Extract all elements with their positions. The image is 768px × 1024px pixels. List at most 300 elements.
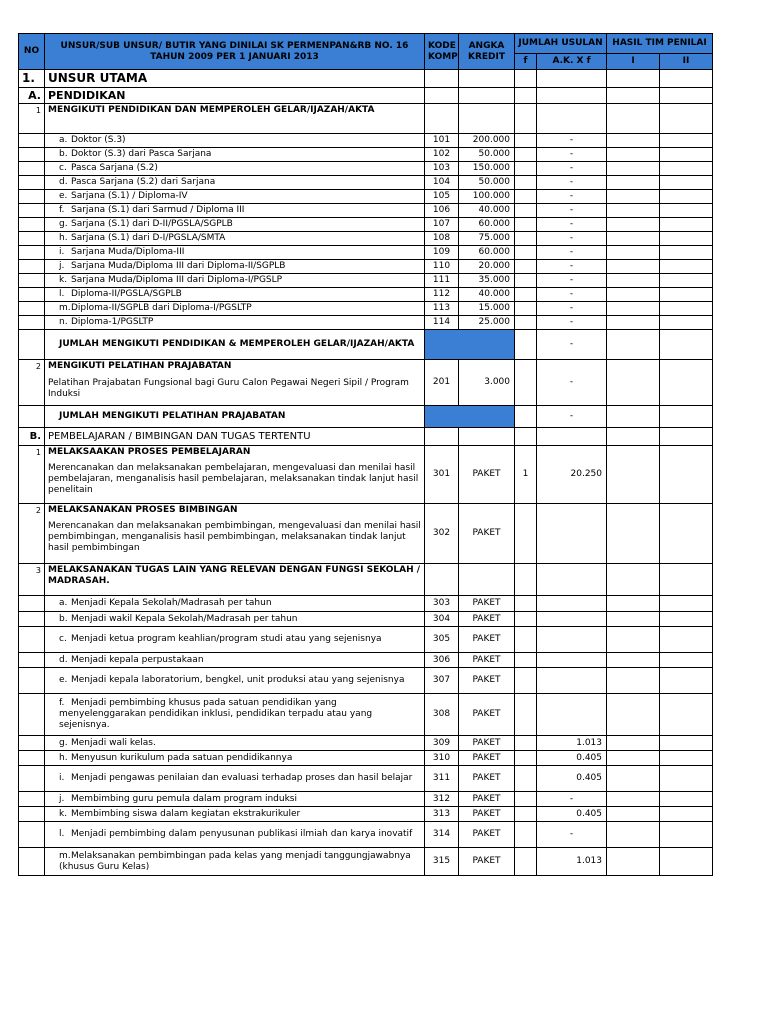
f-cell (515, 736, 537, 751)
f-cell (515, 218, 537, 232)
akxf-cell: - (537, 204, 607, 218)
f-cell (515, 274, 537, 288)
table-row (19, 694, 713, 736)
hasil-ii-cell (660, 232, 713, 246)
hasil-ii-cell (660, 792, 713, 807)
kode-cell: 110 (425, 260, 459, 274)
angka-kredit-cell: 75.000 (459, 232, 515, 246)
table-row (19, 807, 713, 822)
hasil-i-cell (607, 190, 660, 204)
row-indent (19, 792, 45, 807)
hasil-i-cell (607, 822, 660, 848)
table-row (19, 148, 713, 162)
hasil-i-cell (607, 148, 660, 162)
angka-kredit-cell: PAKET (459, 736, 515, 751)
row-indent (19, 134, 45, 148)
row-indent (19, 176, 45, 190)
header-ii: II (660, 54, 713, 70)
kode-cell: 112 (425, 288, 459, 302)
table-row (19, 653, 713, 668)
item-text: Sarjana (S.1) dari D-II/PGSLA/SGPLB (71, 219, 233, 229)
hasil-i-cell (607, 218, 660, 232)
f-cell (515, 176, 537, 190)
item-text: Menjadi wakil Kepala Sekolah/Madrasah per tahun (71, 613, 298, 624)
row-indent (19, 246, 45, 260)
akxf-cell: 0.405 (537, 751, 607, 766)
hasil-ii-cell (660, 316, 713, 330)
akxf-cell: 0.405 (537, 807, 607, 822)
subsection-label: MENGIKUTI PELATIHAN PRAJABATAN (48, 361, 232, 371)
item-text: Menjadi kepala laboratorium, bengkel, unit produksi atau yang sejenisnya (71, 675, 405, 685)
hasil-i-cell (607, 246, 660, 260)
akxf-cell: - (537, 134, 607, 148)
table-row (19, 246, 713, 260)
table-row (19, 302, 713, 316)
table-row (19, 822, 713, 848)
item-letter: b. (59, 149, 68, 159)
row-indent (19, 694, 45, 736)
hasil-ii-cell (660, 162, 713, 176)
item-text-cell (45, 148, 425, 162)
row-indent (19, 653, 45, 668)
f-cell: 1 (515, 446, 537, 504)
akxf-cell: - (537, 218, 607, 232)
item-text: Menjadi pembimbing dalam penyusunan publikasi ilmiah dan karya inovatif (71, 829, 413, 839)
subsection-label: MELAKSAAKAN PROSES PEMBELAJARAN (48, 447, 251, 457)
kode-cell: 310 (425, 751, 459, 766)
subsection-b1-row (19, 446, 713, 504)
hasil-i-cell (607, 766, 660, 792)
table-row (19, 612, 713, 627)
row-indent (19, 218, 45, 232)
item-text: Pasca Sarjana (S.2) (71, 163, 158, 173)
subsection-b3-row (19, 564, 713, 596)
akxf-cell: - (537, 260, 607, 274)
f-cell (515, 148, 537, 162)
hasil-i-cell (607, 612, 660, 627)
item-text: Membimbing siswa dalam kegiatan ekstrakurikuler (71, 808, 301, 819)
item-letter: l. (59, 829, 65, 839)
akxf-cell: - (537, 246, 607, 260)
item-text: Menjadi ketua program keahlian/program studi atau yang sejenisnya (71, 634, 382, 644)
item-text: Menjadi pembimbing khusus pada satuan pendidikan yang menyelenggarakan pendidikan inklusi, pendidikan terpadu atau yang sejenisnya. (59, 698, 373, 730)
item-letter: e. (59, 191, 68, 201)
hasil-ii-cell (660, 751, 713, 766)
f-cell (515, 596, 537, 612)
section-a-number: A. (19, 88, 45, 104)
f-cell (515, 694, 537, 736)
section-unsur-utama-row (19, 70, 713, 88)
table-row (19, 204, 713, 218)
f-cell (515, 751, 537, 766)
f-cell (515, 766, 537, 792)
angka-kredit-cell: 25.000 (459, 316, 515, 330)
kode-cell: 305 (425, 627, 459, 653)
header-f: f (515, 54, 537, 70)
hasil-ii-cell (660, 218, 713, 232)
b3-items (19, 596, 713, 876)
subsection-a2-row (19, 360, 713, 406)
item-text-cell (45, 596, 425, 612)
item-text-cell (45, 653, 425, 668)
angka-kredit-cell: 200.000 (459, 134, 515, 148)
header-kode: KODE KOMP (425, 34, 459, 70)
table-row (19, 260, 713, 274)
subsection-description: Pelatihan Prajabatan Fungsional bagi Guru Calon Pegawai Negeri Sipil / Program Induksi (48, 378, 409, 399)
hasil-i-cell (607, 134, 660, 148)
kode-cell: 309 (425, 736, 459, 751)
item-text: Sarjana (S.1) / Diploma-IV (71, 191, 188, 201)
item-text-cell (45, 751, 425, 766)
hasil-ii-cell (660, 653, 713, 668)
item-letter: d. (59, 654, 68, 665)
item-letter: l. (59, 289, 65, 299)
hasil-i-cell (607, 807, 660, 822)
akxf-cell: - (537, 302, 607, 316)
hasil-ii-cell (660, 736, 713, 751)
kode-cell: 104 (425, 176, 459, 190)
section-number: 1. (19, 70, 45, 88)
header-i: I (607, 54, 660, 70)
kode-cell: 308 (425, 694, 459, 736)
hasil-ii-cell (660, 694, 713, 736)
angka-kredit-cell: PAKET (459, 627, 515, 653)
akxf-cell (537, 612, 607, 627)
row-indent (19, 316, 45, 330)
row-indent (19, 848, 45, 876)
hasil-ii-cell (660, 302, 713, 316)
hasil-ii-cell (660, 260, 713, 274)
hasil-i-cell (607, 736, 660, 751)
subsection-description: Merencanakan dan melaksanakan pembelajaran, mengevaluasi dan menilai hasil pembelajaran, menganalisis hasil pembelajaran, melaksanakan tindak lanjut hasil penelitain (48, 463, 419, 495)
item-letter: m. (59, 303, 71, 313)
section-pendidikan-row (19, 88, 713, 104)
kode-cell: 102 (425, 148, 459, 162)
item-text-cell (45, 162, 425, 176)
item-letter: h. (59, 752, 68, 763)
item-letter: b. (59, 613, 68, 624)
kode-cell: 307 (425, 668, 459, 694)
header-jumlah-usulan: JUMLAH USULAN (515, 34, 607, 54)
angka-kredit-cell: 50.000 (459, 148, 515, 162)
item-text: Diploma-1/PGSLTP (71, 317, 154, 327)
angka-kredit-cell: 3.000 (459, 360, 515, 406)
f-cell (515, 668, 537, 694)
table-row (19, 668, 713, 694)
item-letter: g. (59, 737, 68, 748)
akxf-cell (537, 653, 607, 668)
f-cell (515, 822, 537, 848)
angka-kredit-cell: PAKET (459, 822, 515, 848)
item-letter: a. (59, 598, 68, 608)
f-cell (515, 246, 537, 260)
hasil-ii-cell (660, 246, 713, 260)
header-no: NO (19, 34, 45, 70)
f-cell (515, 260, 537, 274)
angka-kredit-cell: PAKET (459, 668, 515, 694)
header-akxf: A.K. X f (537, 54, 607, 70)
kode-cell: 111 (425, 274, 459, 288)
kode-cell: 105 (425, 190, 459, 204)
kode-cell: 301 (425, 446, 459, 504)
row-indent (19, 204, 45, 218)
hasil-i-cell (607, 751, 660, 766)
hasil-ii-cell (660, 668, 713, 694)
row-indent (19, 288, 45, 302)
hasil-i-cell (607, 176, 660, 190)
hasil-i-cell (607, 627, 660, 653)
row-indent (19, 736, 45, 751)
table-row (19, 134, 713, 148)
item-text-cell (45, 134, 425, 148)
f-cell (515, 302, 537, 316)
akxf-cell: 0.405 (537, 766, 607, 792)
akxf-cell: 20.250 (537, 446, 607, 504)
hasil-ii-cell (660, 288, 713, 302)
akxf-cell: - (537, 822, 607, 848)
f-cell (515, 612, 537, 627)
item-text-cell (45, 736, 425, 751)
row-indent (19, 190, 45, 204)
angka-kredit-cell: PAKET (459, 848, 515, 876)
kode-cell: 312 (425, 792, 459, 807)
a1-items (19, 134, 713, 330)
hasil-ii-cell (660, 274, 713, 288)
akxf-cell: - (537, 148, 607, 162)
angka-kredit-cell: 100.000 (459, 190, 515, 204)
item-letter: n. (59, 317, 68, 327)
subsection-number: 3 (19, 564, 45, 596)
a1-total-row (19, 330, 713, 360)
subsection-a1-row (19, 104, 713, 134)
angka-kredit-cell: 35.000 (459, 274, 515, 288)
row-indent (19, 302, 45, 316)
row-indent (19, 627, 45, 653)
akxf-cell (537, 668, 607, 694)
hasil-i-cell (607, 288, 660, 302)
section-b-label: PEMBELAJARAN / BIMBINGAN DAN TUGAS TERTENTU (45, 428, 425, 446)
hasil-i-cell (607, 668, 660, 694)
hasil-ii-cell (660, 204, 713, 218)
angka-kredit-cell: 50.000 (459, 176, 515, 190)
akxf-cell (537, 694, 607, 736)
row-indent (19, 274, 45, 288)
item-text: Menjadi Kepala Sekolah/Madrasah per tahun (71, 598, 272, 608)
kode-cell: 106 (425, 204, 459, 218)
angka-kredit-cell: PAKET (459, 653, 515, 668)
item-text: Doktor (S.3) dari Pasca Sarjana (71, 149, 212, 159)
header-hasil-tim: HASIL TIM PENILAI (607, 34, 713, 54)
akxf-cell: - (537, 316, 607, 330)
angka-kredit-cell: PAKET (459, 807, 515, 822)
section-b-row (19, 428, 713, 446)
item-text-cell (45, 694, 425, 736)
table-row (19, 288, 713, 302)
f-cell (515, 848, 537, 876)
table-row (19, 751, 713, 766)
angka-kredit-cell: PAKET (459, 694, 515, 736)
item-letter: h. (59, 233, 68, 243)
item-text: Pasca Sarjana (S.2) dari Sarjana (71, 177, 216, 187)
item-text-cell (45, 246, 425, 260)
hasil-ii-cell (660, 848, 713, 876)
item-letter: i. (59, 773, 65, 783)
item-text: Sarjana (S.1) dari D-I/PGSLA/SMTA (71, 233, 226, 243)
row-indent (19, 612, 45, 627)
akxf-cell (537, 596, 607, 612)
subsection-number: 1 (19, 446, 45, 504)
total-label: JUMLAH MENGIKUTI PENDIDIKAN & MEMPEROLEH GELAR/IJAZAH/AKTA (45, 330, 425, 360)
item-text-cell (45, 766, 425, 792)
table-header (19, 34, 713, 70)
item-text-cell (45, 218, 425, 232)
item-text-cell (45, 807, 425, 822)
f-cell (515, 134, 537, 148)
akxf-cell: - (537, 360, 607, 406)
subsection-number: 1 (19, 104, 45, 134)
f-cell (515, 792, 537, 807)
table-row (19, 162, 713, 176)
item-text-cell (45, 190, 425, 204)
akxf-cell: - (537, 176, 607, 190)
f-cell (515, 190, 537, 204)
item-text-cell (45, 232, 425, 246)
item-letter: c. (59, 163, 67, 173)
hasil-ii-cell (660, 148, 713, 162)
item-text: Sarjana Muda/Diploma-III (71, 247, 185, 257)
hasil-i-cell (607, 694, 660, 736)
item-text-cell (45, 848, 425, 876)
total-label: JUMLAH MENGIKUTI PELATIHAN PRAJABATAN (45, 406, 425, 428)
item-text: Menjadi wali kelas. (71, 737, 156, 748)
a2-total-row (19, 406, 713, 428)
kode-cell: 107 (425, 218, 459, 232)
angka-kredit-cell: PAKET (459, 612, 515, 627)
item-text-cell (45, 204, 425, 218)
item-letter: f. (59, 205, 65, 215)
kode-cell: 108 (425, 232, 459, 246)
kode-cell: 313 (425, 807, 459, 822)
kode-cell: 101 (425, 134, 459, 148)
subsection-b2-row (19, 504, 713, 564)
item-letter: g. (59, 219, 68, 229)
row-indent (19, 162, 45, 176)
table-row (19, 596, 713, 612)
angka-kredit-cell: PAKET (459, 504, 515, 564)
item-text: Doktor (S.3) (71, 135, 126, 145)
angka-kredit-cell: 60.000 (459, 218, 515, 232)
f-cell (515, 807, 537, 822)
row-indent (19, 260, 45, 274)
hasil-ii-cell (660, 627, 713, 653)
total-value: - (537, 406, 607, 428)
item-letter: d. (59, 177, 68, 187)
angka-kredit-cell: PAKET (459, 446, 515, 504)
hasil-i-cell (607, 653, 660, 668)
hasil-ii-cell (660, 134, 713, 148)
hasil-i-cell (607, 274, 660, 288)
item-text-cell (45, 260, 425, 274)
akxf-cell: - (537, 792, 607, 807)
hasil-i-cell (607, 596, 660, 612)
subsection-description: Merencanakan dan melaksanakan pembimbingan, mengevaluasi dan menilai hasil pembimbingan, menganalisis hasil pembimbingan, melaksanakan tindak lanjut hasil pembimbingan (48, 521, 421, 553)
item-letter: j. (59, 261, 65, 271)
row-indent (19, 822, 45, 848)
table-row (19, 736, 713, 751)
hasil-i-cell (607, 848, 660, 876)
item-text-cell (45, 274, 425, 288)
item-text-cell (45, 822, 425, 848)
akxf-cell: - (537, 274, 607, 288)
table-row (19, 218, 713, 232)
item-text: Menjadi pengawas penilaian dan evaluasi terhadap proses dan hasil belajar (71, 773, 413, 783)
kode-cell: 315 (425, 848, 459, 876)
total-value: - (537, 330, 607, 360)
angka-kredit-cell: PAKET (459, 792, 515, 807)
angka-kredit-cell: 40.000 (459, 204, 515, 218)
item-letter: k. (59, 808, 68, 819)
kode-cell: 113 (425, 302, 459, 316)
section-a-label: PENDIDIKAN (45, 88, 425, 104)
angka-kredit-cell: 15.000 (459, 302, 515, 316)
table-row (19, 792, 713, 807)
hasil-i-cell (607, 232, 660, 246)
akxf-cell: - (537, 288, 607, 302)
item-text-cell (45, 627, 425, 653)
akxf-cell: - (537, 232, 607, 246)
hasil-i-cell (607, 792, 660, 807)
item-letter: m. (59, 850, 71, 861)
akxf-cell: 1.013 (537, 848, 607, 876)
angka-kredit-cell: PAKET (459, 766, 515, 792)
item-text: Sarjana Muda/Diploma III dari Diploma-I/PGSLP (71, 275, 283, 285)
hasil-ii-cell (660, 176, 713, 190)
hasil-ii-cell (660, 190, 713, 204)
hasil-i-cell (607, 302, 660, 316)
a1-total-block (19, 330, 713, 596)
table-row (19, 232, 713, 246)
row-indent (19, 596, 45, 612)
hasil-i-cell (607, 162, 660, 176)
kode-cell: 302 (425, 504, 459, 564)
hasil-ii-cell (660, 612, 713, 627)
akxf-cell: - (537, 190, 607, 204)
header-angka-kredit: ANGKA KREDIT (459, 34, 515, 70)
hasil-i-cell (607, 204, 660, 218)
item-text-cell (45, 316, 425, 330)
item-text: Menjadi kepala perpustakaan (71, 654, 204, 665)
item-letter: k. (59, 275, 68, 285)
item-letter: j. (59, 793, 65, 804)
angka-kredit-cell: 60.000 (459, 246, 515, 260)
kode-cell: 109 (425, 246, 459, 260)
item-text-cell (45, 288, 425, 302)
item-letter: c. (59, 634, 67, 644)
section-b-number: B. (19, 428, 45, 446)
item-text: Sarjana Muda/Diploma III dari Diploma-II/SGPLB (71, 261, 286, 271)
table-row (19, 766, 713, 792)
row-indent (19, 807, 45, 822)
subsection-label: MELAKSANAKAN TUGAS LAIN YANG RELEVAN DENGAN FUNGSI SEKOLAH / MADRASAH. (45, 564, 425, 596)
kode-cell: 303 (425, 596, 459, 612)
item-text-cell (45, 302, 425, 316)
item-text: Sarjana (S.1) dari Sarmud / Diploma III (71, 205, 245, 215)
table-row (19, 176, 713, 190)
subsection-number: 2 (19, 504, 45, 564)
akxf-cell: - (537, 162, 607, 176)
f-cell (515, 316, 537, 330)
table-row (19, 316, 713, 330)
